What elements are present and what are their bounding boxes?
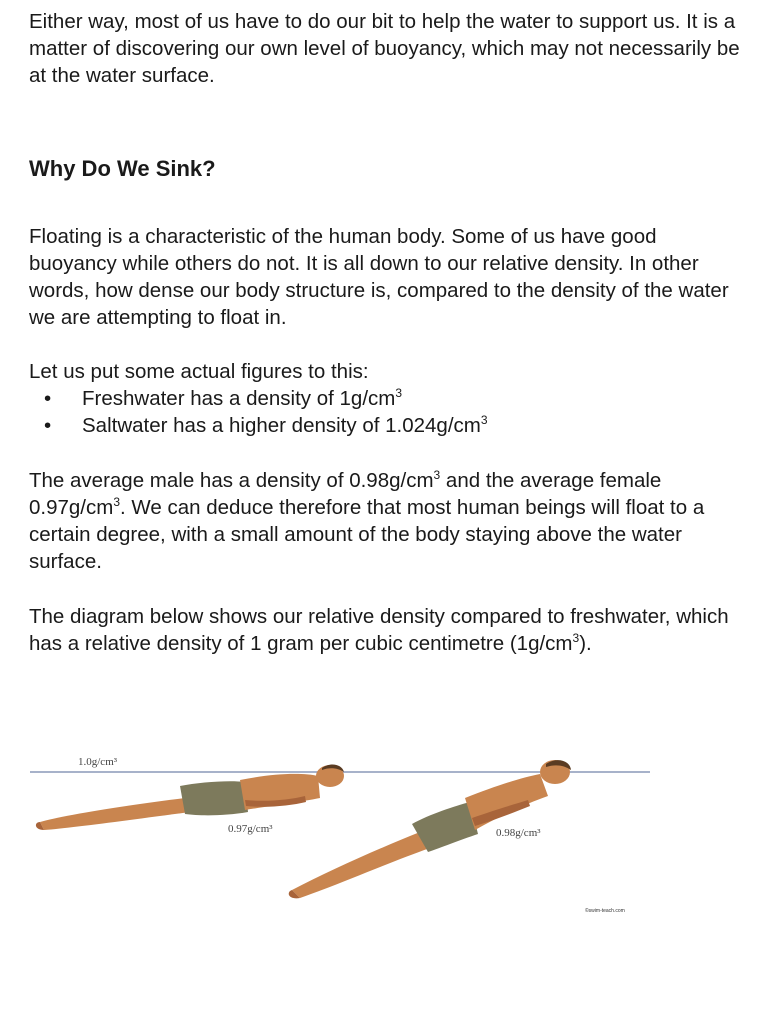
list-item (29, 412, 749, 439)
intro-paragraph: Either way, most of us have to do our bit to help the water to support us. It is a matter of discovering our own level of buoyancy, which may not necessarily be at the water surface. (29, 10, 740, 87)
buoyancy-diagram (0, 740, 768, 940)
section-heading: Why Do We Sink? (29, 156, 216, 181)
bullet-icon: • (44, 414, 52, 437)
figures-lead: Let us put some actual figures to this: (29, 360, 369, 383)
left-body-figure (36, 765, 344, 830)
floating-paragraph: Floating is a characteristic of the human body. Some of us have good buoyancy while others do not. It is all down to our relative density. In other words, how dense our body structure is, compared to the density of the water we are attempting to float in. (29, 225, 729, 329)
list-item (29, 385, 749, 412)
document-page (29, 8, 749, 655)
diagram-intro-text-2: ). (579, 632, 592, 655)
bullet-icon: • (44, 387, 52, 410)
diagram-intro-paragraph (29, 603, 749, 657)
left-body-shorts (180, 781, 248, 815)
superscript: 3 (395, 386, 403, 401)
superscript: 3 (113, 495, 121, 510)
average-text-1: The average male has a density of 0.98g/cm (29, 469, 434, 492)
figures-list (29, 385, 749, 439)
water-density-label: 1.0g/cm³ (78, 756, 118, 768)
left-body-density-label: 0.97g/cm³ (228, 823, 273, 835)
average-text-3: . We can deduce therefore that most human beings will float to a certain degree, with a small amount of the body staying above the water surface. (29, 496, 705, 573)
figures-block (29, 358, 749, 439)
superscript: 3 (480, 413, 488, 428)
superscript: 3 (433, 468, 441, 483)
diagram-intro-text-1: The diagram below shows our relative density compared to freshwater, which has a relative density of 1 gram per cubic centimetre (1g/cm (29, 605, 729, 655)
average-text-2: and the average female 0.97g/cm (29, 469, 662, 519)
right-body-density-label: 0.98g/cm³ (496, 827, 541, 839)
floating-paragraph-block (29, 223, 749, 331)
list-item-text: Saltwater has a higher density of 1.024g/cm (82, 414, 481, 437)
left-body-legs (40, 798, 190, 830)
average-paragraph-block (29, 467, 749, 575)
diagram-intro-block (29, 603, 749, 657)
image-credit: ©swim-teach.com (585, 908, 625, 914)
superscript: 3 (572, 631, 580, 646)
average-paragraph (29, 467, 749, 575)
right-body-legs (292, 832, 430, 898)
list-item-text: Freshwater has a density of 1g/cm (82, 387, 396, 410)
